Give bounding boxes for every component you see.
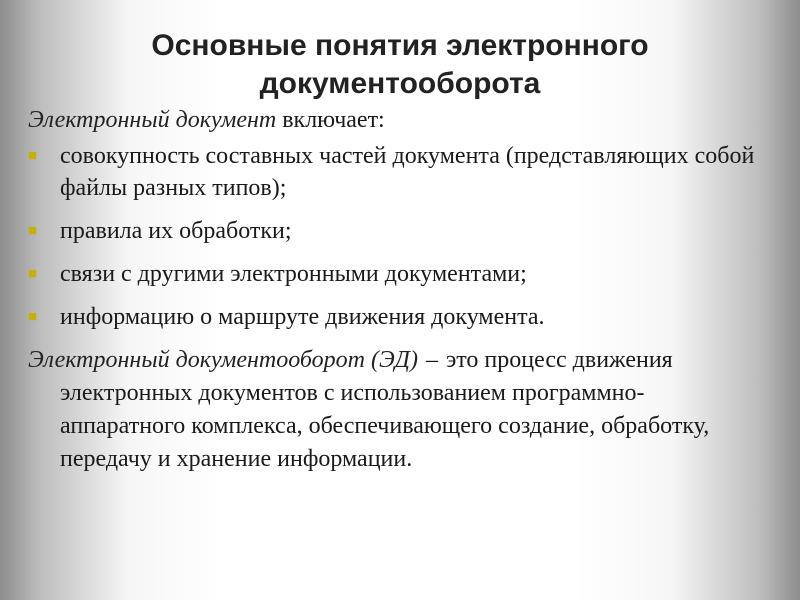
slide-title: Основные понятия электронного документооборота <box>151 29 649 100</box>
electronic-document-components-list <box>28 140 763 333</box>
definition-dash: – <box>419 347 438 373</box>
bullet-text-route-information: информацию о маршруте движения документа. <box>60 304 545 330</box>
square-bullet-icon: ■ <box>28 309 38 325</box>
intro-paragraph <box>28 104 763 136</box>
bullet-item-route-information <box>28 301 763 333</box>
bullet-text-links: связи с другими электронными документами; <box>60 261 527 287</box>
definition-paragraph <box>28 344 763 476</box>
square-bullet-icon: ■ <box>28 148 38 164</box>
bullet-item-parts <box>28 140 763 204</box>
bullet-text-processing-rules: правила их обработки; <box>60 218 292 244</box>
bullet-item-links <box>28 258 763 290</box>
slide-content <box>28 104 763 500</box>
electronic-document-flow-term: Электронный документооборот (ЭД) <box>28 347 418 373</box>
square-bullet-icon: ■ <box>28 266 38 282</box>
electronic-document-term: Электронный документ <box>28 107 277 133</box>
intro-text: включает: <box>276 107 385 133</box>
bullet-text-parts: совокупность составных частей документа (представляющих собой файлы разных типов); <box>60 143 755 201</box>
bullet-item-processing-rules <box>28 215 763 247</box>
square-bullet-icon: ■ <box>28 223 38 239</box>
definition-text: это процесс движения электронных документов с использованием программно-аппаратного комплекса, обеспечивающего создание, обработку, передачу и хранение информации. <box>60 347 710 472</box>
